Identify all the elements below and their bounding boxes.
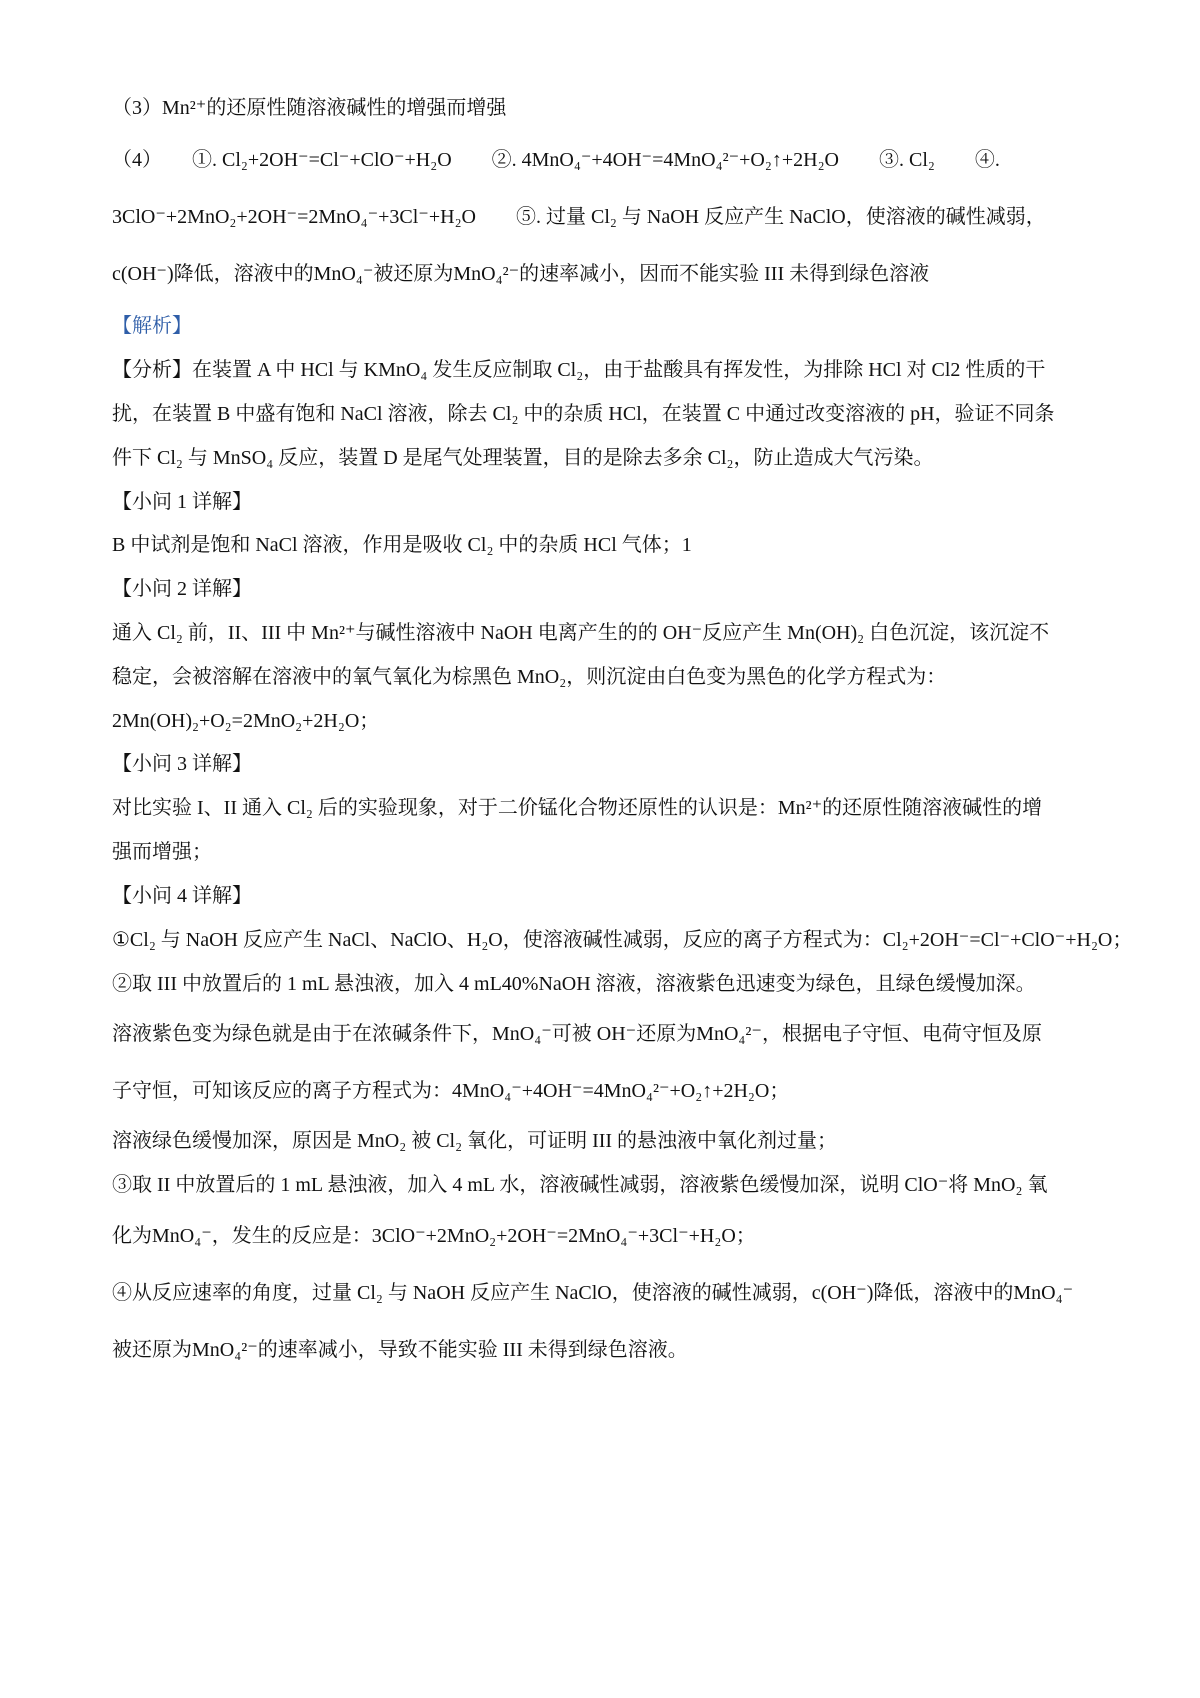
q4-line-8: ④从反应速率的角度，过量 Cl₂ 与 NaOH 反应产生 NaClO，使溶液的碱性减弱，c(OH⁻)降低，溶液中的MnO₄⁻ (112, 1282, 1074, 1304)
q2-line-1: 通入 Cl₂ 前，II、III 中 Mn²⁺与碱性溶液中 NaOH 电离产生的的 OH⁻反应产生 Mn(OH)₂ 白色沉淀，该沉淀不 (112, 622, 1050, 644)
q4-line-9: 被还原为MnO₄²⁻的速率减小，导致不能实验 III 未得到绿色溶液。 (112, 1339, 688, 1361)
q3-line-2: 强而增强； (112, 841, 212, 863)
q4-line-1: ①Cl₂ 与 NaOH 反应产生 NaCl、NaClO、H₂O，使溶液碱性减弱，反应的离子方程式为：Cl₂+2OH⁻=Cl⁻+ClO⁻+H₂O； (112, 929, 1133, 951)
answer-4-line-2: 3ClO⁻+2MnO₂+2OH⁻=2MnO₄⁻+3Cl⁻+H₂O ⑤. 过量 Cl₂ 与 NaOH 反应产生 NaClO，使溶液的碱性减弱， (112, 206, 1046, 228)
answer-4-line-1: （4） ①. Cl₂+2OH⁻=Cl⁻+ClO⁻+H₂O ②. 4MnO₄⁻+4OH⁻=4MnO₄²⁻+O₂↑+2H₂O ③. Cl₂ ④. (112, 149, 1000, 171)
q4-heading: 【小问 4 详解】 (112, 885, 252, 907)
q2-line-2: 稳定，会被溶解在溶液中的氧气氧化为棕黑色 MnO₂，则沉淀由白色变为黑色的化学方程式为： (112, 666, 947, 688)
q4-line-6: ③取 II 中放置后的 1 mL 悬浊液，加入 4 mL 水，溶液碱性减弱，溶液紫色缓慢加深，说明 ClO⁻将 MnO₂ 氧 (112, 1174, 1048, 1196)
q2-heading: 【小问 2 详解】 (112, 578, 252, 600)
q3-line-1: 对比实验 I、II 通入 Cl₂ 后的实验现象，对于二价锰化合物还原性的认识是：Mn²⁺的还原性随溶液碱性的增 (112, 797, 1043, 819)
analysis-heading: 【解析】 (112, 315, 192, 337)
answer-4-line-3: c(OH⁻)降低，溶液中的MnO₄⁻被还原为MnO₄²⁻的速率减小，因而不能实验 III 未得到绿色溶液 (112, 263, 930, 285)
q4-line-7: 化为MnO₄⁻，发生的反应是：3ClO⁻+2MnO₂+2OH⁻=2MnO₄⁻+3Cl⁻+H₂O； (112, 1225, 756, 1247)
q2-line-3: 2Mn(OH)₂+O₂=2MnO₂+2H₂O； (112, 710, 380, 732)
q4-line-4: 子守恒，可知该反应的离子方程式为：4MnO₄⁻+4OH⁻=4MnO₄²⁻+O₂↑+2H₂O； (112, 1080, 790, 1102)
q4-line-3: 溶液紫色变为绿色就是由于在浓碱条件下，MnO₄⁻可被 OH⁻还原为MnO₄²⁻，根据电子守恒、电荷守恒及原 (112, 1023, 1042, 1045)
analysis-line-3: 件下 Cl₂ 与 MnSO₄ 反应，装置 D 是尾气处理装置，目的是除去多余 Cl₂，防止造成大气污染。 (112, 447, 934, 469)
q4-line-2: ②取 III 中放置后的 1 mL 悬浊液，加入 4 mL40%NaOH 溶液，溶液紫色迅速变为绿色，且绿色缓慢加深。 (112, 973, 1036, 995)
answer-3: （3）Mn²⁺的还原性随溶液碱性的增强而增强 (112, 97, 507, 119)
analysis-line-1: 【分析】在装置 A 中 HCl 与 KMnO₄ 发生反应制取 Cl₂，由于盐酸具有挥发性，为排除 HCl 对 Cl2 性质的干 (112, 359, 1046, 381)
q1-heading: 【小问 1 详解】 (112, 491, 252, 513)
q4-line-5: 溶液绿色缓慢加深，原因是 MnO₂ 被 Cl₂ 氧化，可证明 III 的悬浊液中氧化剂过量； (112, 1130, 838, 1152)
analysis-line-2: 扰，在装置 B 中盛有饱和 NaCl 溶液，除去 Cl₂ 中的杂质 HCl，在装置 C 中通过改变溶液的 pH，验证不同条 (112, 403, 1055, 425)
q3-heading: 【小问 3 详解】 (112, 753, 252, 775)
q1-line-1: B 中试剂是饱和 NaCl 溶液，作用是吸收 Cl₂ 中的杂质 HCl 气体；1 (112, 534, 692, 556)
